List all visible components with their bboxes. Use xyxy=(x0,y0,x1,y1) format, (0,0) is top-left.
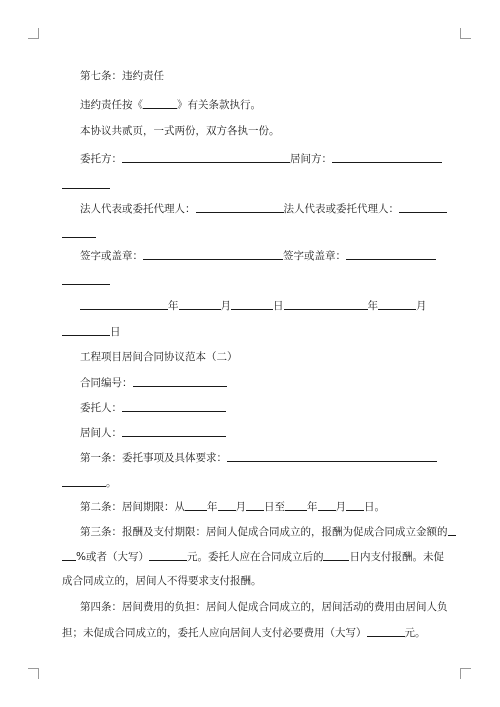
client-name-blank[interactable] xyxy=(122,400,226,412)
signature-blank-cont[interactable] xyxy=(62,273,110,285)
payment-days-blank[interactable] xyxy=(323,549,349,561)
legal-rep-line-cont xyxy=(62,226,438,241)
article1-line: 第一条：委托事项及具体要求： xyxy=(80,450,438,465)
crop-mark-top-right xyxy=(460,28,471,39)
broker-line: 居间人： xyxy=(80,425,438,440)
day-blank-left[interactable] xyxy=(231,298,273,310)
crop-mark-bottom-left xyxy=(28,668,39,679)
fee-percent-blank-cont[interactable] xyxy=(62,549,76,561)
term-start-day-blank[interactable] xyxy=(246,499,264,511)
year-blank-right[interactable] xyxy=(284,298,368,310)
term-start-month-blank[interactable] xyxy=(218,499,236,511)
crop-mark-top-left xyxy=(28,28,39,39)
signature-line-cont xyxy=(62,273,438,288)
parties-line: 委托方： 居间方： xyxy=(80,151,438,166)
month-blank-right[interactable] xyxy=(378,298,416,310)
commission-matter-blank[interactable] xyxy=(227,450,437,462)
copies-clause: 本协议共贰页，一式两份，双方各执一份。 xyxy=(80,125,280,137)
contract-number-blank[interactable] xyxy=(133,375,227,387)
article1-line-cont: 。 xyxy=(62,475,438,490)
fee-percent-blank[interactable] xyxy=(448,524,456,536)
article7-text: 违约责任按《 》有关条款执行。 xyxy=(80,99,261,111)
legal-rep-line: 法人代表或委托代理人： 法人代表或委托代理人： xyxy=(80,201,438,216)
day-blank-right[interactable] xyxy=(62,324,110,336)
template2-title: 工程项目居间合同协议范本（二） xyxy=(80,351,238,363)
signature-line: 签字或盖章： 签字或盖章： xyxy=(80,248,438,263)
month-blank-left[interactable] xyxy=(179,298,221,310)
article3-line2: %或者（大写） 元。委托人应在合同成立后的 日内支付报酬。未促 xyxy=(62,549,438,564)
signature-right-blank[interactable] xyxy=(346,248,436,260)
legal-rep-left-blank[interactable] xyxy=(196,201,284,213)
client-blank[interactable] xyxy=(122,151,290,163)
date-line: 年 月 日 年 月 xyxy=(80,298,438,313)
article2-line: 第二条：居间期限：从 年 月 日至 年 月 日。 xyxy=(80,501,385,513)
term-start-year-blank[interactable] xyxy=(185,499,207,511)
article3-line3: 成合同成立的，居间人不得要求支付报酬。 xyxy=(62,575,262,587)
expense-amount-blank[interactable] xyxy=(367,625,405,637)
legal-rep-blank-cont[interactable] xyxy=(62,226,96,238)
article3-line1: 第三条：报酬及支付期限：居间人促成合同成立的，报酬为促成合同成立金额的 xyxy=(80,524,438,539)
article4-line2: 担；未促成合同成立的，委托人应向居间人支付必要费用（大写） 元。 xyxy=(62,627,426,639)
parties-line-cont xyxy=(62,177,438,192)
term-end-year-blank[interactable] xyxy=(285,499,307,511)
crop-mark-bottom-right xyxy=(460,668,471,679)
article4-line1: 第四条：居间费用的负担：居间人促成合同成立的，居间活动的费用由居间人负 xyxy=(80,601,448,613)
law-name-blank[interactable] xyxy=(143,97,177,109)
fee-amount-blank[interactable] xyxy=(149,549,187,561)
article7-heading: 第七条：违约责任 xyxy=(80,70,164,82)
date-line-cont: 日 xyxy=(62,324,438,339)
term-end-day-blank[interactable] xyxy=(346,499,364,511)
commission-matter-blank-cont[interactable] xyxy=(62,475,106,487)
broker-blank-cont[interactable] xyxy=(62,177,110,189)
contract-number-line: 合同编号： xyxy=(80,375,438,390)
broker-name-blank[interactable] xyxy=(122,425,226,437)
signature-left-blank[interactable] xyxy=(143,248,283,260)
broker-blank[interactable] xyxy=(332,151,442,163)
term-end-month-blank[interactable] xyxy=(318,499,336,511)
legal-rep-right-blank[interactable] xyxy=(399,201,447,213)
client-line: 委托人： xyxy=(80,400,438,415)
year-blank-left[interactable] xyxy=(80,298,168,310)
